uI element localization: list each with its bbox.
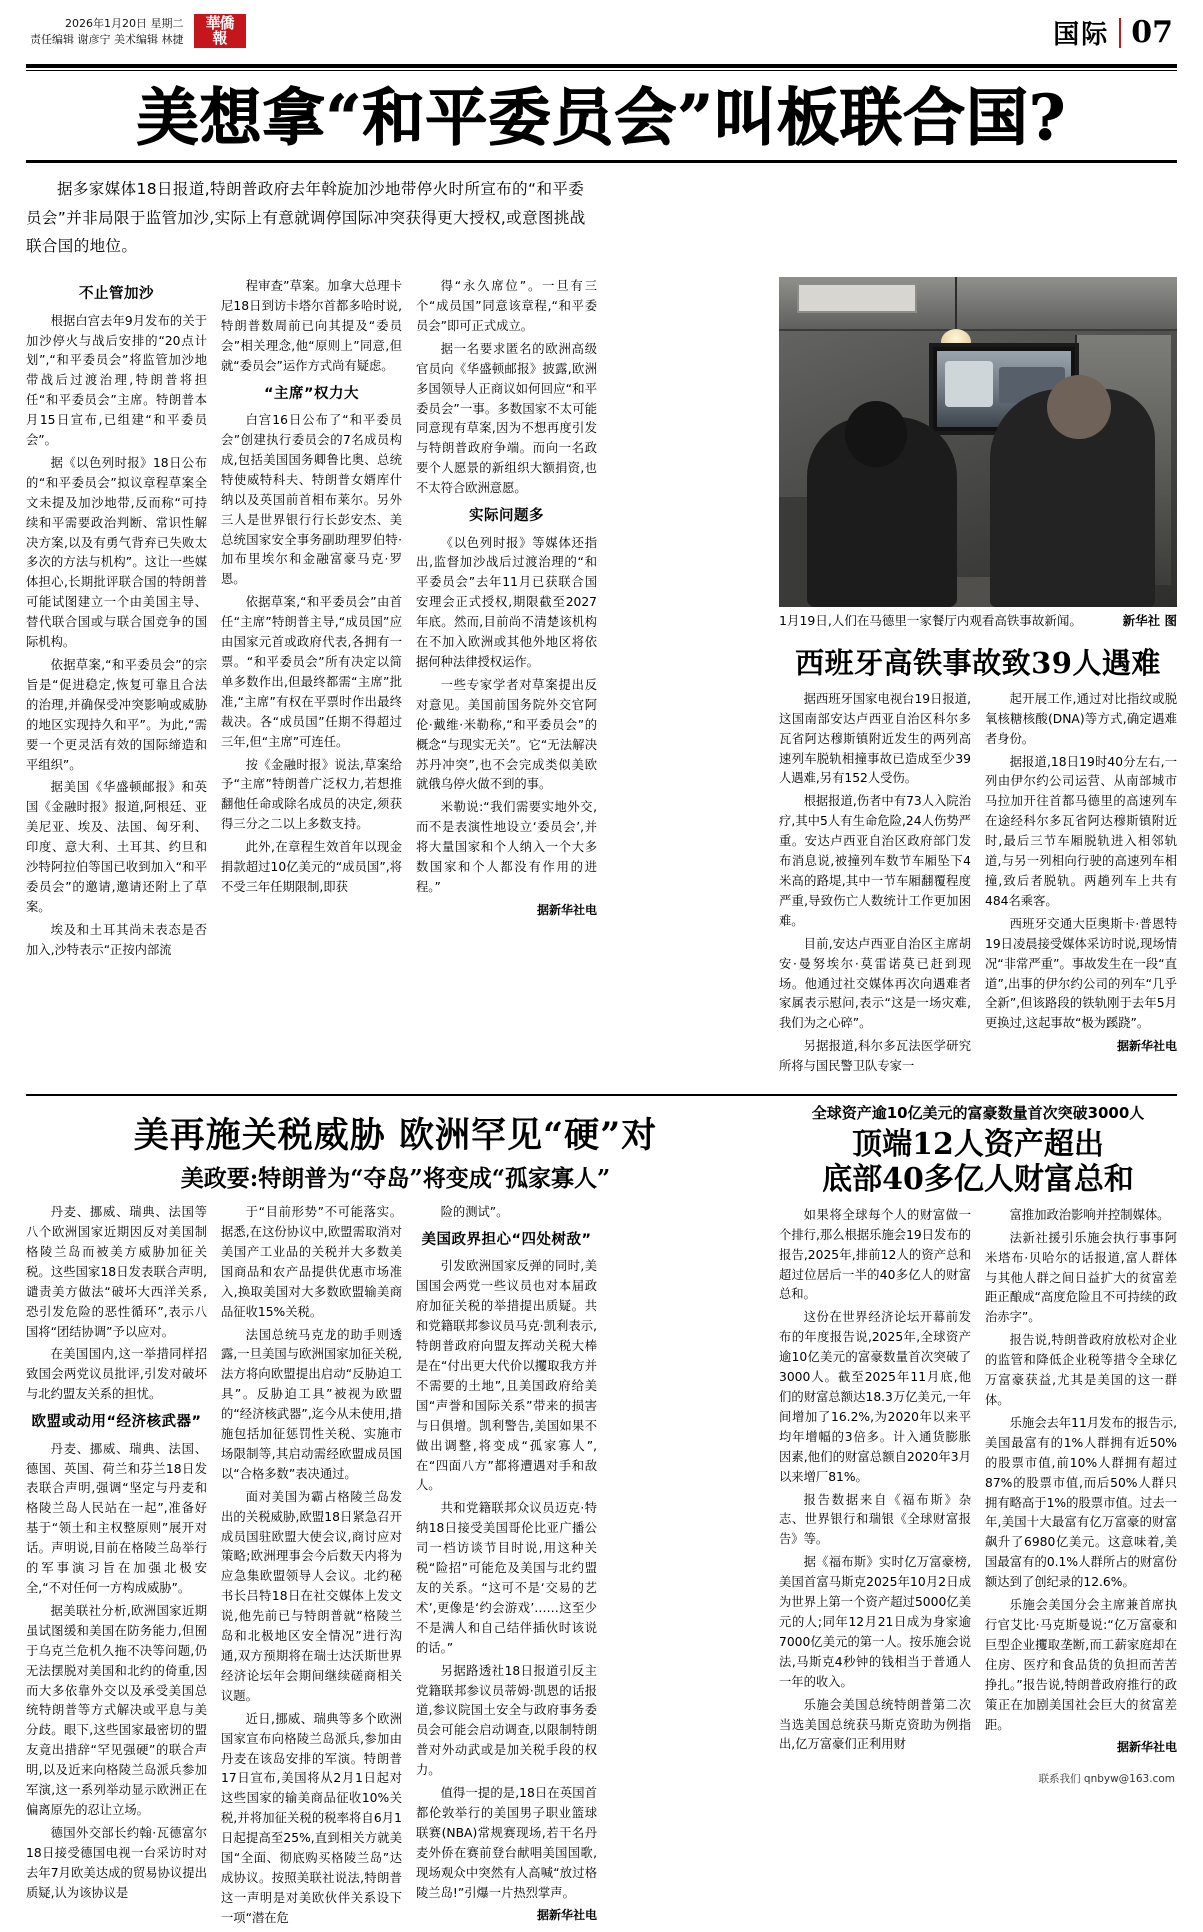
lead-paragraph: 据多家媒体18日报道,特朗普政府去年斡旋加沙地带停火时所宣布的“和平委员会”并非局限于监管加沙,实际上有意就调停国际冲突获得更大授权,或意图挑战联合国的地位。 — [26, 180, 586, 256]
main-column-3 — [416, 277, 597, 1080]
wealth-headline-line-1: 顶端12人资产超出 — [852, 1127, 1104, 1163]
paragraph: 面对美国为霸占格陵兰岛发出的关税威胁,欧盟18日紧急召开成员国驻欧盟大使会议,商讨应对策略;欧洲理事会今后数天内将为应急集欧盟领导人会议。北约秘书长吕特18日在社交媒体上发文说,他先前已与特朗普就“格陵兰岛和北极地区安全情况”进行沟通,双方预期将在瑞士达沃斯世界经济论坛年会期间继续磋商相关议题。 — [221, 1489, 402, 1703]
editor-credits: 责任编辑 谢彦宁 美术编辑 林捷 — [30, 32, 184, 46]
tariff-story — [26, 1096, 765, 1932]
paragraph: 在美国国内,这一举措同样招致国会两党议员批评,引发对破坏与北约盟友关系的担忧。 — [26, 1347, 207, 1402]
wealth-columns — [779, 1206, 1177, 1758]
paragraph: 据西班牙国家电视台19日报道,这国南部安达卢西亚自治区科尔多瓦省阿达穆斯镇附近发生的两列高速列车脱轨相撞事故已造成至少39人遇难,另有152人受伤。 — [779, 691, 971, 786]
photo-column — [779, 277, 1177, 1080]
logo-line-1: 華僑 — [205, 14, 234, 32]
paragraph: 富推加政治影响并控制媒体。 — [1009, 1207, 1170, 1222]
tariff-column-1 — [26, 1203, 207, 1932]
tariff-headline: 美再施关税威胁 欧洲罕见“硬”对 — [133, 1115, 658, 1157]
subhead-chair-power: “主席”权力大 — [263, 385, 360, 402]
paragraph: 根据报道,伤者中有73人入院治疗,其中5人有生命危险,24人伤势严重。安达卢西亚自治区政府部门发布消息说,被撞列车数节车厢坠下4米高的路堤,其中一节车厢翻覆程度严重,导致伤亡人数统计工作更加困难。 — [779, 794, 971, 928]
paragraph: 按《金融时报》说法,草案给予“主席”特朗普广泛权力,若想推翻他任命或除名成员的决定,须获得三分之二以上多数支持。 — [221, 757, 402, 832]
page-number: 07 — [1131, 15, 1173, 50]
paragraph: 如果将全球每个人的财富做一个排行,那么根据乐施会19日发布的报告,2025年,排前12人的资产总和超过位居后一半的40多亿人的财富总和。 — [779, 1207, 971, 1302]
paragraph: 丹麦、挪威、瑞典、法国等八个欧洲国家近期因反对美国制格陵兰岛而被美方威胁加征关税。这些国家18日发表联合声明,谴责美方做法“破坏大西洋关系,恐引发危险的恶性循环”,表示八国将“团结协调”予以应对。 — [26, 1205, 207, 1339]
paragraph: 埃及和土耳其尚未表态是否加入,沙特表示“正按内部流 — [26, 922, 207, 957]
middle-block — [26, 1096, 1177, 1932]
photo-story-headline: 西班牙高铁事故致39人遇难 — [795, 645, 1161, 680]
wealth-column-1 — [779, 1206, 971, 1758]
paragraph: 另据路透社18日报道引反主党籍联邦参议员蒂姆·凯恩的话报道,参议院国土安全与政府事务委员会可能会启动调查,以限制特朗普对外动武或是加关税手段的权力。 — [416, 1663, 597, 1778]
masthead-rule-thin — [26, 70, 1177, 71]
main-story-columns — [26, 277, 765, 1080]
photo-person-left-head — [845, 401, 907, 467]
photo-story-column-2 — [985, 690, 1177, 1080]
story-credit: 据新华社电 — [536, 1908, 597, 1923]
paragraph: 共和党籍联邦众议员迈克·特纳18日接受美国哥伦比亚广播公司一档访谈节目时说,用这种关税“险招”可能危及美国与北约盟友的关系。“这可不是‘交易的艺术’,更像是‘约会游戏’……这至少不是满人和自己结伴插伙时该说的话。” — [416, 1501, 597, 1655]
paragraph: 丹麦、挪威、瑞典、法国、德国、英国、荷兰和芬兰18日发表联合声明,强调“坚定与丹麦和格陵兰岛人民站在一起”,准备好基于“领土和主权整原则”展开对话。声明说,目前在格陵兰岛举行的军事演习旨在加强北极安全,“不对任何一方构成威胁”。 — [26, 1441, 207, 1595]
paragraph: 根据白宫去年9月发布的关于加沙停火与战后安排的“20点计划”,“和平委员会”将监管加沙地带战后过渡治理,特朗普将担任“和平委员会”主席。特朗普本月15日宣布,已组建“和平委员会”。 — [26, 313, 207, 448]
story-credit: 据新华社电 — [1116, 1039, 1177, 1054]
main-column-1 — [26, 277, 207, 1080]
paragraph: 德国外交部长约翰·瓦德富尔18日接受德国电视一台采访时对去年7月欧美达成的贸易协议提出质疑,认为该协议是 — [26, 1825, 207, 1900]
paragraph: 乐施会去年11月发布的报告示,美国最富有的1%人群拥有近50%的股票市值,前10%人群拥有超过87%的股票市值,而后50%人群只拥有略高于1%的股票市值。过去一年,美国十大最富有亿万富豪的财富飙升了6980亿美元。这意味着,美国最富有的0.1%人群所占的财富份额达到了创纪录的12.6%。 — [985, 1415, 1177, 1590]
wealth-headlines — [779, 1102, 1177, 1198]
paragraph: 值得一提的是,18日在英国首都伦敦举行的美国男子职业篮球联赛(NBA)常规赛现场,若干名丹麦外侨在赛前登台献唱美国国歌,现场观众中突然有人高喊“放过格陵兰岛!”引爆一片热烈掌声。 — [416, 1786, 597, 1900]
tariff-column-3 — [416, 1203, 597, 1932]
photo-story-columns — [779, 690, 1177, 1080]
paragraph: 依据草案,“和平委员会”的宗旨是“促进稳定,恢复可靠且合法的治理,并确保受冲突影响或威胁的地区实现持久和平”。为此,“需要一个更灵活有效的国际缔造和平组织”。 — [26, 658, 207, 772]
story-credit: 据新华社电 — [536, 902, 597, 917]
logo-line-2: 報 — [212, 29, 227, 47]
story-credit: 据新华社电 — [1116, 1740, 1177, 1755]
paragraph: 报告说,特朗普政府放松对企业的监管和降低企业税等措令全球亿万富豪获益,尤其是美国的这一群体。 — [985, 1333, 1177, 1408]
newspaper-logo — [194, 14, 246, 48]
lamp-cord — [955, 277, 957, 335]
paragraph: 报告数据来自《福布斯》杂志、世界银行和瑞银《全球财富报告》等。 — [779, 1492, 971, 1547]
paragraph: 此外,在章程生效首年以现金捐款超过10亿美元的“成员国”,将不受三年任期限制,即获 — [221, 840, 402, 894]
paragraph: 《以色列时报》等媒体还指出,监督加沙战后过渡治理的“和平委员会”去年11月已获联合国安理会正式授权,期限截至2027年底。然而,目前尚不清楚该机构在不加入欧洲或其他外地区将依据何种法律授权运作。 — [416, 535, 597, 669]
air-conditioner-icon — [797, 283, 917, 313]
publication-date: 2026年1月20日 星期二 — [65, 17, 184, 30]
paragraph: 法国总统马克龙的助手则透露,一旦美国与欧洲国家加征关税,法方将向欧盟提出启动“反胁迫工具”。反胁迫工具”被视为欧盟的“经济核武器”,迄今从未使用,措施包括加征惩罚性关税、实施市场限制等,其启动需经欧盟成员国以“合格多数”表决通过。 — [221, 1327, 402, 1481]
paragraph: 西班牙交通大臣奥斯卡·普恩特19日凌晨接受媒体采访时说,现场情况“非常严重”。事故发生在一段“直道”,出事的伊尔约公司的列车“几乎全新”,但该路段的铁轨刚于去年5月更换过,这起事故“极为蹊跷”。 — [985, 916, 1177, 1031]
paragraph: 据一名要求匿名的欧洲高级官员向《华盛顿邮报》披露,欧洲多国领导人正商议如何回应“和平委员会”一事。多数国家不太可能同意现有草案,因为不想再度引发与特朗普政府争端。而向一名政要个人愿景的新组织大额捐资,也不太符合欧洲意愿。 — [416, 341, 597, 496]
wealth-headline-line-2: 底部40多亿人财富总和 — [822, 1162, 1134, 1198]
paragraph: 据报道,18日19时40分左右,一列由伊尔约公司运营、从南部城市马拉加开往首都马德里的高速列车在途经科尔多瓦省阿达穆斯镇附近时,最后三节车厢脱轨进入相邻轨道,与另一列相向行驶的高速列车相撞,致后者脱轨。两趟列车上共有484名乘客。 — [985, 754, 1177, 908]
paragraph: 于“目前形势”不可能落实。据悉,在这份协议中,欧盟需取消对美国产工业品的关税并大多数美国商品和农产品提供优惠市场准入,换取美国对大多数欧盟输美商品征收15%关税。 — [221, 1205, 402, 1319]
footer-contact: 联系我们 qnbyw@163.com — [1038, 1773, 1175, 1785]
main-headline: 美想拿“和平委员会”叫板联合国? — [136, 81, 1067, 154]
photo-caption — [779, 612, 1177, 631]
paragraph: 据美国《华盛顿邮报》和英国《金融时报》报道,阿根廷、亚美尼亚、埃及、法国、匈牙利、印度、意大利、土耳其、约旦和沙特阿拉伯等国已收到加入“和平委员会”的邀请,邀请还附上了草案。 — [26, 780, 207, 914]
masthead-left — [30, 14, 246, 48]
paragraph: 程审查”草案。加拿大总理卡尼18日到访卡塔尔首都多哈时说,特朗普数周前已向其提及“委员会”相关理念,他“原则上”同意,但就“委员会”运作方式尚有疑虑。 — [221, 279, 402, 373]
photo-caption-credit: 新华社 图 — [1122, 613, 1177, 629]
masthead-rule-thick — [26, 64, 1177, 68]
tariff-column-2 — [221, 1203, 402, 1932]
paragraph: 起开展工作,通过对比指纹或脱氧核糖核酸(DNA)等方式,确定遇难者身份。 — [985, 691, 1177, 746]
main-column-2 — [221, 277, 402, 1080]
paragraph: 目前,安达卢西亚自治区主席胡安·曼努埃尔·莫雷诺莫已赶到现场。他通过社交媒体再次向遇难者家属表示慰问,表示“这是一场灾难,我们为之心碎”。 — [779, 936, 971, 1031]
paragraph: 依据草案,“和平委员会”由首任“主席”特朗普主导,“成员国”应由国家元首或政府代表,各拥有一票。“和平委员会”所有决定以简单多数作出,但最终都需“主席”批准,“主席”有权在平票时作出最终裁决。各“成员国”任期不得超过三年,但“主席”可连任。 — [221, 595, 402, 749]
paragraph: 近日,挪威、瑞典等多个欧洲国家宣布向格陵兰岛派兵,参加由丹麦在该岛安排的军演。特朗普17日宣布,美国将从2月1日起对这些国家的输美商品征收10%关税,并将加征关税的税率将自6月1日起提高至25%,直到相关方就美国“全面、彻底购买格陵兰岛”达成协议。按照美联社说法,特朗普这一声明是对美欧伙伴关系设下一项“潜在危 — [221, 1711, 402, 1925]
paragraph: 一些专家学者对草案提出反对意见。美国前国务院外交官阿伦·戴维·米勒称,“和平委员会”的概念“与现实无关”。它“无法解决苏丹冲突”,也不会完成类似美欧就俄乌停火做不到的事。 — [416, 677, 597, 792]
masthead-meta — [30, 14, 184, 48]
wealth-kicker: 全球资产逾10亿美元的富豪数量首次突破3000人 — [811, 1104, 1145, 1123]
tariff-subheadline: 美政要:特朗普为“夺岛”将变成“孤家寡人” — [180, 1165, 611, 1193]
photo-story-column-1 — [779, 690, 971, 1080]
subhead-practical-problems: 实际问题多 — [469, 508, 544, 525]
masthead-divider — [1119, 18, 1121, 48]
headline-rule — [26, 160, 1177, 163]
paragraph: 据美联社分析,欧洲国家近期虽试图缓和美国在防务能力,但囿于乌克兰危机久拖不决等问题,仍无法摆脱对美国和北约的倚重,因而大多依靠外交以及承受美国总统特朗普等方式解决或平息与美分歧。眼下,这些国家最密切的盟友竟出措辞“罕见强硬”的联合声明,以及近来向格陵兰岛派兵参加军演,这一系列举动显示欧洲正在偏离原先的忍让立场。 — [26, 1603, 207, 1817]
paragraph: 据《福布斯》实时亿万富豪榜,美国首富马斯克2025年10月2日成为世界上第一个资产超过5000亿美元的人;同年12月21日成为身家逾7000亿美元的第一人。按乐施会说法,马斯克4秒钟的钱相当于普通人一年的收入。 — [779, 1555, 971, 1689]
tariff-columns — [26, 1203, 765, 1932]
subhead-not-only-gaza: 不止管加沙 — [79, 286, 154, 303]
paragraph: 险的测试”。 — [440, 1205, 509, 1220]
wealth-story — [779, 1096, 1177, 1932]
paragraph: 引发欧洲国家反弹的同时,美国国会两党一些议员也对本届政府加征关税的举措提出质疑。共和党籍联邦参议员马克·凯利表示,特朗普政府向盟友挥动关税大棒是在“付出更大代价以攫取我方并不需要的土地”,且美国政府给美国“声誉和国际关系”带来的损害与日俱增。凯利警告,美国如果不做出调整,将变成“孤家寡人”,在“四面八方”都将遭遇对手和敌人。 — [416, 1259, 597, 1493]
masthead-right — [1053, 14, 1173, 51]
news-photo — [779, 277, 1177, 607]
paragraph: 这份在世界经济论坛开幕前发布的年度报告说,2025年,全球资产逾10亿美元的富豪数量首次突破了3000人。截至2025年11月底,他们的财富总额达18.3万亿美元,一年间增加了16.2%,为2020年以来平均年增幅的3倍多。计入通货膨胀因素,他们的财富总额自2020年3月以来增厂81%。 — [779, 1310, 971, 1484]
photo-person-right-head — [1047, 375, 1111, 439]
paragraph: 乐施会美国总统特朗普第二次当选美国总统获马斯克资助为例指出,亿万富豪们正利用财 — [779, 1697, 971, 1752]
section-name: 国际 — [1053, 20, 1110, 50]
paragraph: 乐施会美国分会主席兼首席执行官艾比·马克斯曼说:“亿万富豪和巨型企业攫取垄断,而工薪家庭却在住房、医疗和食品货的负担而苦苦挣扎。”报告说,特朗普政府推行的政策正在加剧美国社会巨大的贫富差距。 — [985, 1598, 1177, 1732]
paragraph: 法新社援引乐施会执行事事阿米塔布·贝哈尔的话报道,富人群体与其他人群之间日益扩大的贫富差距正酿成“高度危险且不可持续的政治赤字”。 — [985, 1230, 1177, 1325]
paragraph: 据《以色列时报》18日公布的“和平委员会”拟议章程草案全文未提及加沙地带,反而称“可持续和平需要政治判断、常识性解决方案,以及有勇气背弃已失败太多次的方法与机构”。这让一些媒体担心,长期批评联合国的特朗普可能试图建立一个由美国主导、替代联合国或与联合国竞争的国际机构。 — [26, 455, 207, 650]
paragraph: 白宫16日公布了“和平委员会”创建执行委员会的7名成员构成,包括美国国务卿鲁比奥、总统特使威特科夫、特朗普女婿库什纳以及英国前首相布莱尔。另外三人是世界银行行长彭安杰、美总统国家安全事务副助理罗伯特·加布里埃尔和金融富豪马克·罗恩。 — [221, 413, 402, 587]
wealth-column-2 — [985, 1206, 1177, 1758]
photo-caption-text: 1月19日,人们在马德里一家餐厅内观看高铁事故新闻。 — [779, 613, 1082, 629]
tv-image-left — [945, 361, 993, 407]
top-block — [26, 277, 1177, 1080]
paragraph: 米勒说:“我们需要实地外交,而不是表演性地设立‘委员会’,并将大量国家和个人纳入一个大多数国家和个人都没有作用的进程。” — [416, 800, 597, 894]
masthead — [26, 14, 1177, 62]
paragraph: 另据报道,科尔多瓦法医学研究所将与国民警卫队专家一 — [779, 1039, 971, 1074]
paragraph: 得“永久席位”。一旦有三个“成员国”同意该章程,“和平委员会”即可正式成立。 — [416, 279, 597, 333]
subhead-economic-nuclear-weapon: 欧盟或动用“经济核武器” — [31, 1414, 202, 1431]
subhead-making-enemies: 美国政界担心“四处树敌” — [421, 1231, 592, 1248]
